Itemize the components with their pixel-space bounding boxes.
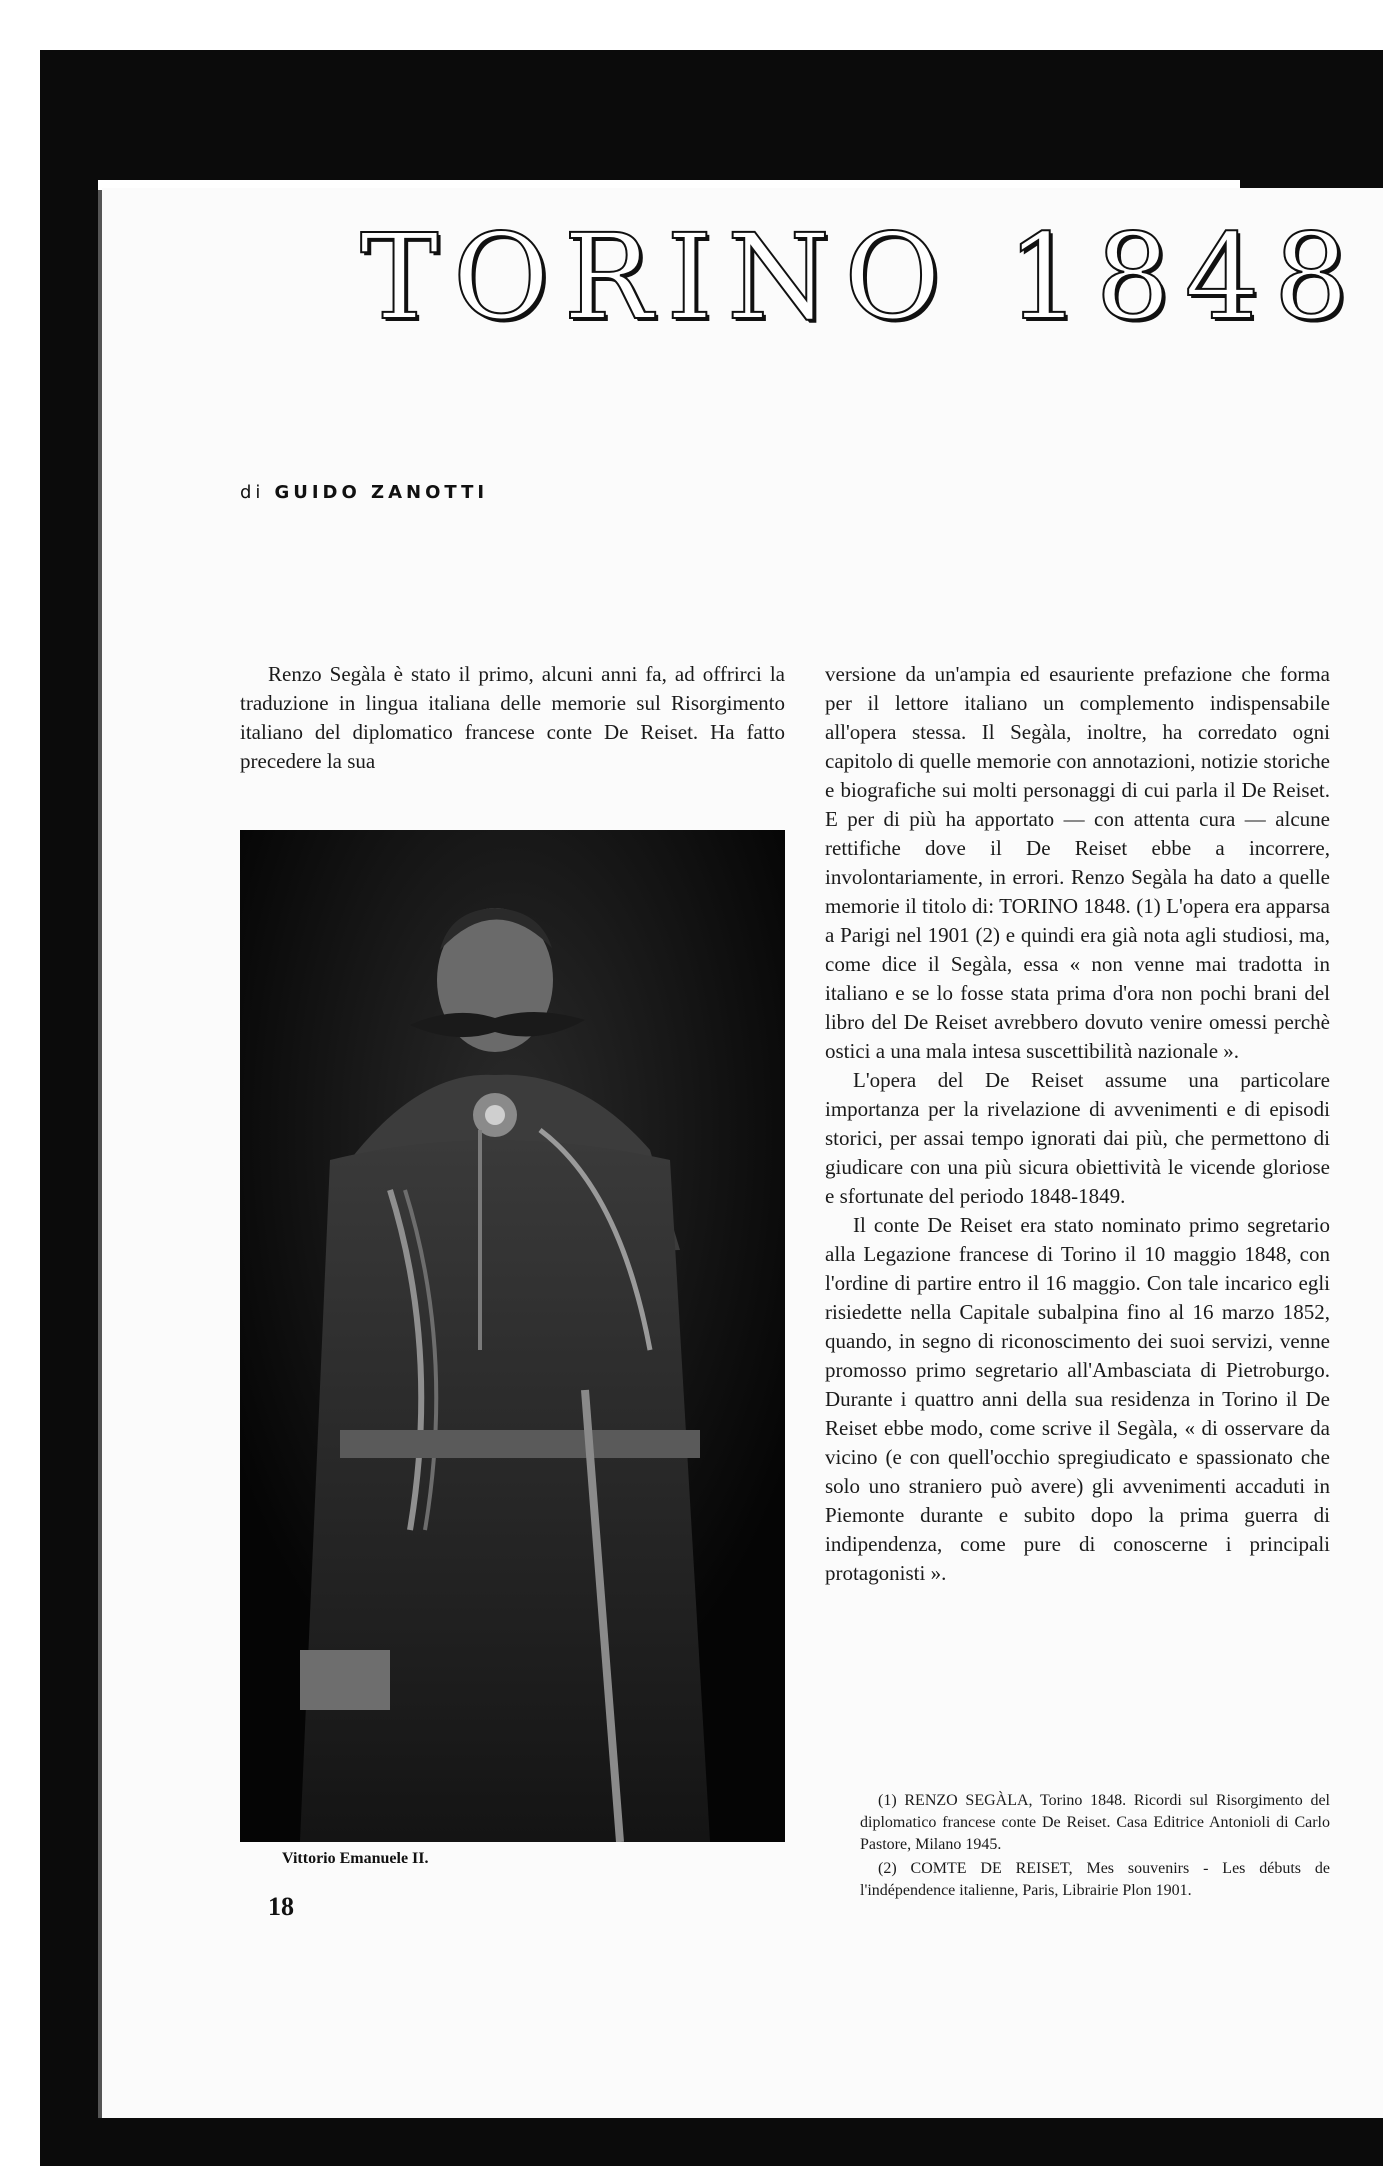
footnotes: [860, 1790, 1330, 1904]
byline-prefix: di: [240, 482, 265, 503]
footnote-1: (1) RENZO SEGÀLA, Torino 1848. Ricordi sul Risorgimento del diplomatico francese conte De Reiset. Casa Editrice Antonioli di Carlo Pastore, Milano 1945.: [860, 1792, 1330, 1853]
footnote-2: (2) COMTE DE REISET, Mes souvenirs - Les débuts de l'indépendence italienne, Paris, Librairie Plon 1901.: [860, 1860, 1330, 1899]
article-title: TORINO 1848: [360, 208, 1363, 346]
portrait-illustration: [240, 830, 785, 1842]
byline: [240, 482, 488, 503]
scan-border-top: [40, 50, 1383, 180]
scan-border-left: [40, 180, 98, 2166]
article-left-column: Renzo Segàla è stato il primo, alcuni anni fa, ad offrirci la traduzione in lingua italiana delle memorie sul Risorgimento italiano del diplomatico francese conte De Reiset. Ha fatto precedere la sua: [240, 662, 785, 773]
scan-border-top-tail: [1240, 180, 1383, 188]
article-paragraph: L'opera del De Reiset assume una particolare importanza per la rivelazione di avvenimenti e di episodi storici, per assai tempo ignorati dai più, che permettono di giudicare con una più sicura obiettività le vicende gloriose e sfortunate del periodo 1848-1849.: [825, 1068, 1330, 1208]
article-paragraph: Il conte De Reiset era stato nominato primo segretario alla Legazione francese di Torino il 10 maggio 1848, con l'ordine di partire entro il 16 maggio. Con tale incarico egli risiedette nella Capitale subalpina fino al 16 marzo 1852, quando, in segno di riconoscimento dei suoi servizi, venne promosso primo segretario all'Ambasciata di Pietroburgo. Durante i quattro anni della sua residenza in Torino il De Reiset ebbe modo, come scrive il Segàla, « di osservare da vicino (e con quell'occhio spregiudicato e spassionato che solo uno straniero può avere) gli avvenimenti accaduti in Piemonte durante e subito dopo la prima guerra di indipendenza, come pure di conoscerne i principali protagonisti ».: [825, 1213, 1330, 1585]
portrait-vittorio-emanuele: [240, 830, 785, 1842]
article-right-column: [825, 660, 1330, 1588]
page-number: 18: [268, 1892, 294, 1921]
author-name: GUIDO ZANOTTI: [274, 482, 489, 503]
portrait-caption: Vittorio Emanuele II.: [282, 1850, 429, 1867]
scan-border-bottom: [40, 2118, 1383, 2166]
article-paragraph: versione da un'ampia ed esauriente prefazione che forma per il lettore italiano un complemento indispensabile all'opera stessa. Il Segàla, inoltre, ha corredato ogni capitolo di quelle memorie con annotazioni, notizie storiche e biografiche sui molti personaggi di cui parla il De Reiset. E per di più ha apportato — con attenta cura — alcune rettifiche dove il De Reiset ebbe a incorrere, involontariamente, in errori. Renzo Segàla ha dato a quelle memorie il titolo di: TORINO 1848. (1) L'opera era apparsa a Parigi nel 1901 (2) e quindi era già nota agli studiosi, ma, come dice il Segàla, essa « non venne mai tradotta in italiano e se lo fosse stata prima d'ora non pochi brani del libro del De Reiset avrebbero dovuto venire omessi perchè ostici a una mala intesa suscettibilità nazionale ».: [825, 662, 1330, 1063]
